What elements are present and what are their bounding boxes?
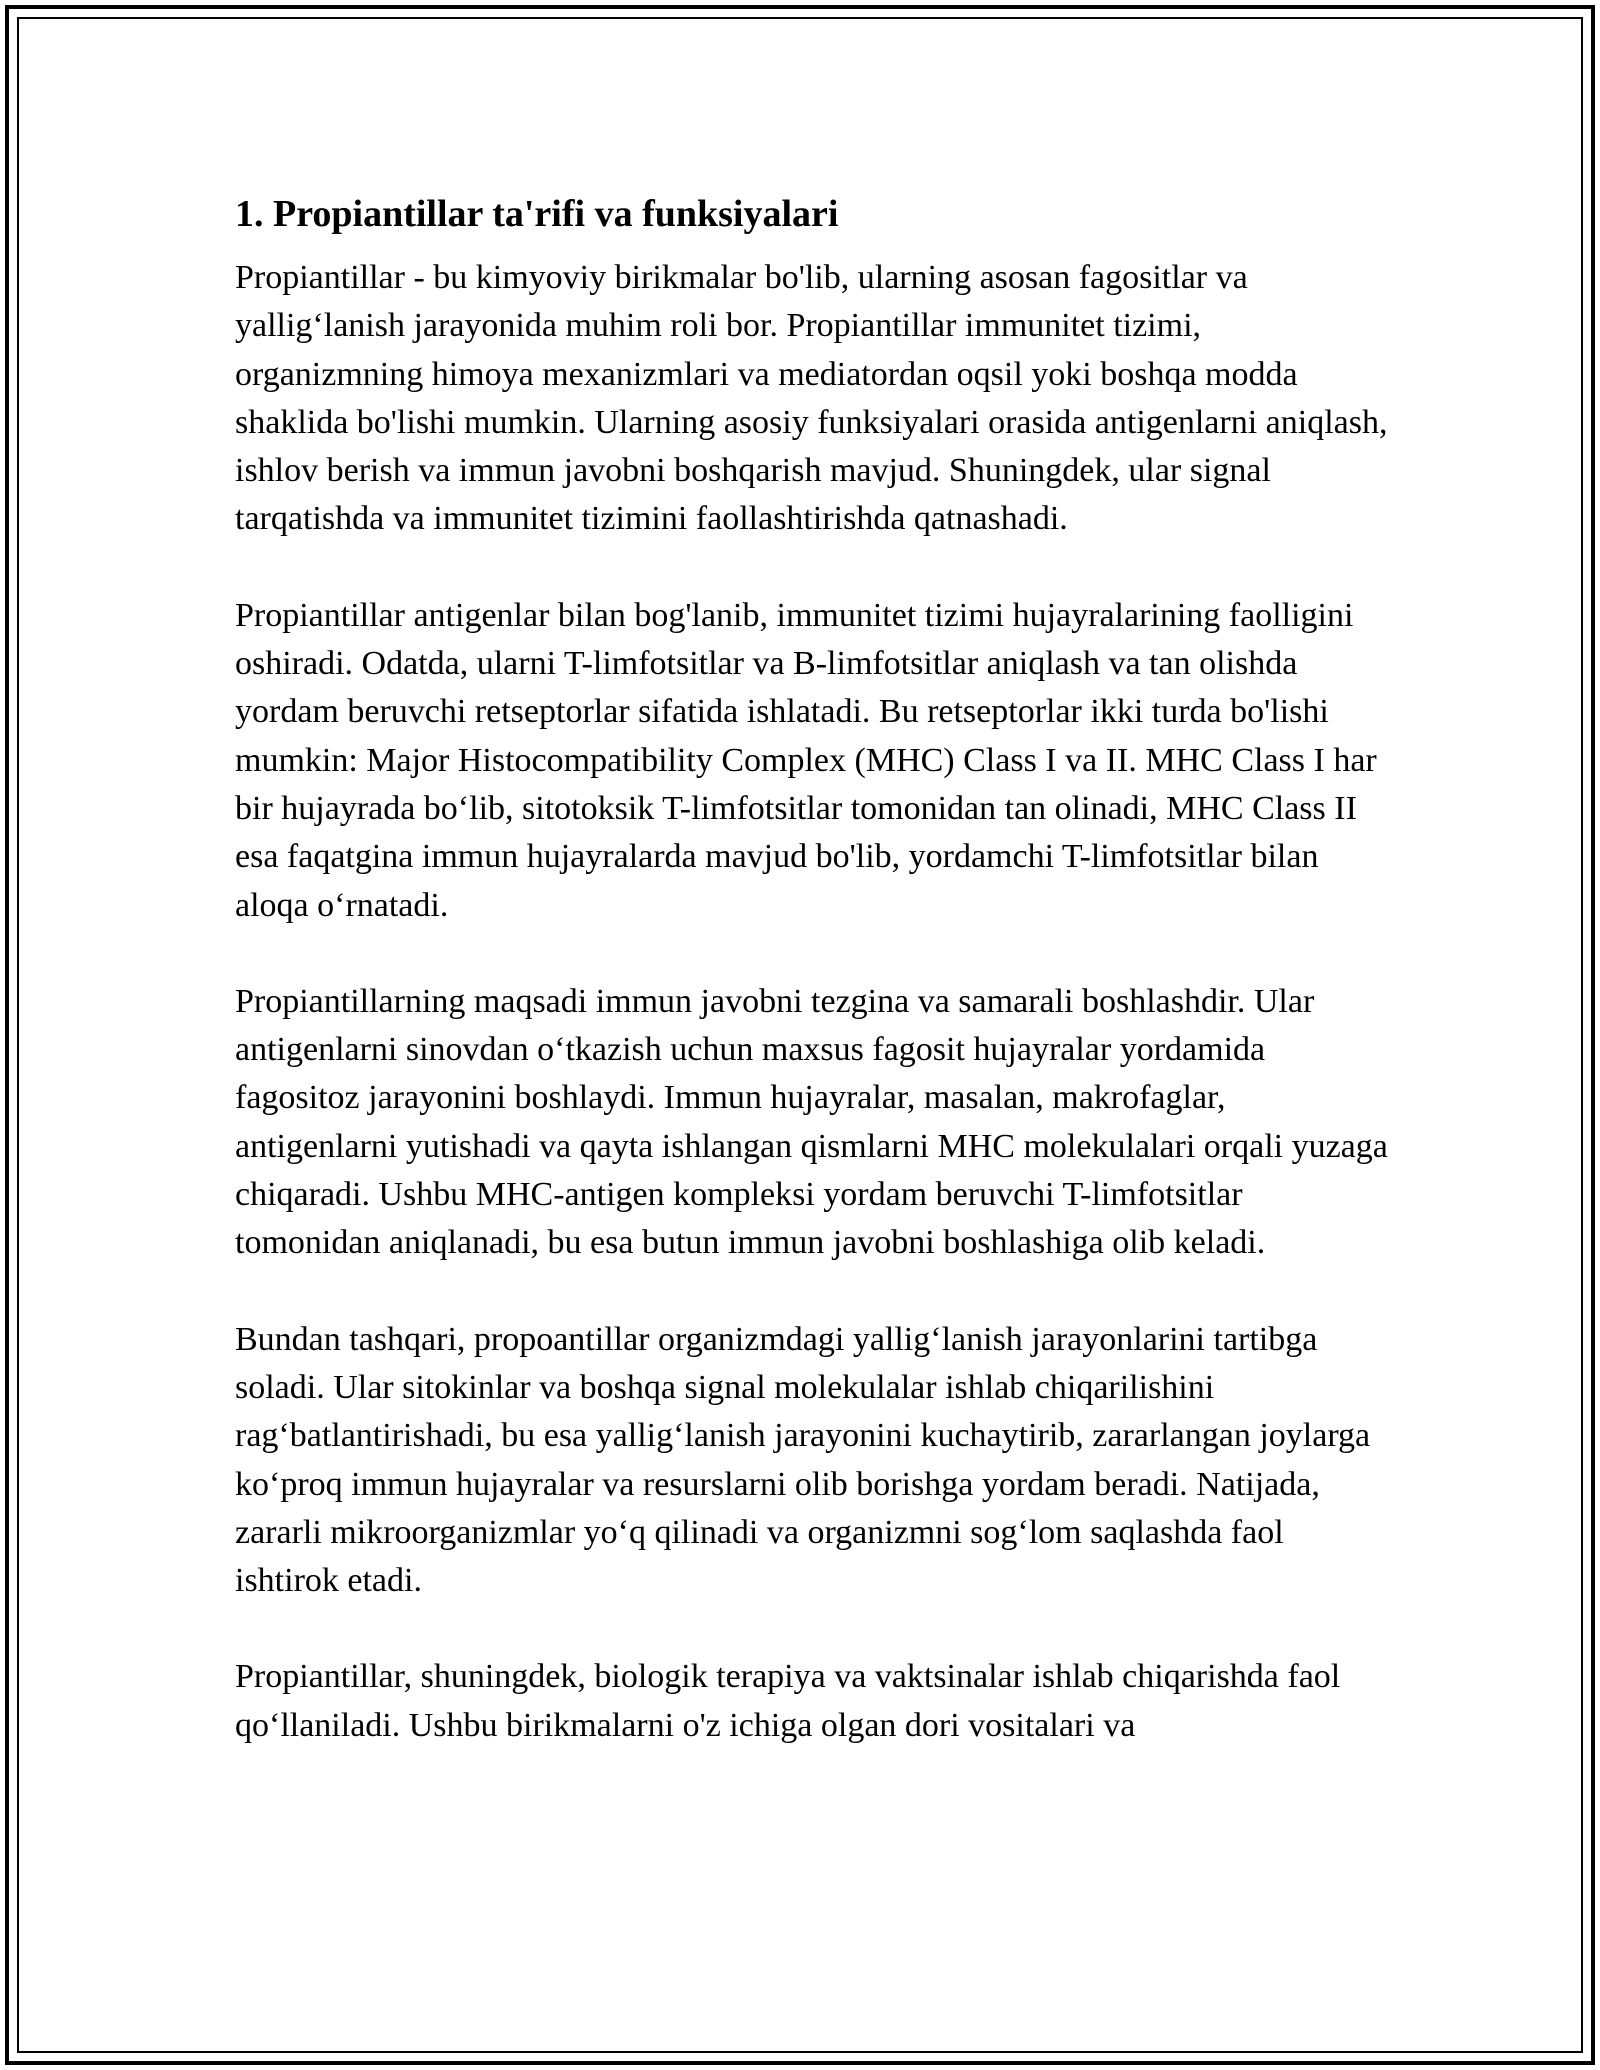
paragraph-1: Propiantillar - bu kimyoviy birikmalar bo'lib, ularning asosan fagositlar va yallig‘lanish jarayonida muhim roli bor. Propiantillar immunitet tizimi, organizmning himoya mexanizmlari va mediatordan oqsil yoki boshqa modda shaklida bo'lishi mumkin. Ularning asosiy funksiyalari orasida antigenlarni aniqlash, ishlov berish va immun javobni boshqarish mavjud. Shuningdek, ular signal tarqatishda va immunitet tizimini faollashtirishda qatnashadi. — [235, 259, 1388, 538]
paragraph-2: Propiantillar antigenlar bilan bog'lanib, immunitet tizimi hujayralarining faolligini oshiradi. Odatda, ularni T-limfotsitlar va B-limfotsitlar aniqlash va tan olishda yordam beruvchi retseptorlar sifatida ishlatadi. Bu retseptorlar ikki turda bo'lishi mumkin: Major Histocompatibility Complex (MHC) Class I va II. MHC Class I har bir hujayrada bo‘lib, sitotoksik T-limfotsitlar tomonidan tan olinadi, MHC Class II esa faqatgina immun hujayralarda mavjud bo'lib, yordamchi T-limfotsitlar bilan aloqa o‘rnatadi. — [235, 596, 1377, 924]
section-heading: 1. Propiantillar ta'rifi va funksiyalari — [235, 193, 839, 235]
document-content — [235, 186, 1395, 1798]
paragraph-3: Propiantillarning maqsadi immun javobni tezgina va samarali boshlashdir. Ular antigenlarni sinovdan o‘tkazish uchun maxsus fagosit hujayralar yordamida fagositoz jarayonini boshlaydi. Immun hujayralar, masalan, makrofaglar, antigenlarni yutishadi va qayta ishlangan qismlarni MHC molekulalari orqali yuzaga chiqaradi. Ushbu MHC-antigen kompleksi yordam beruvchi T-limfotsitlar tomonidan aniqlanadi, bu esa butun immun javobni boshlashiga olib keladi. — [235, 982, 1388, 1262]
paragraph-4: Bundan tashqari, propoantillar organizmdagi yallig‘lanish jarayonlarini tartibga soladi. Ular sitokinlar va boshqa signal molekulalar ishlab chiqarilishini rag‘batlantirishadi, bu esa yallig‘lanish jarayonini kuchaytirib, zararlangan joylarga ko‘proq immun hujayralar va resurslarni olib borishga yordam beradi. Natijada, zararli mikroorganizmlar yo‘q qilinadi va organizmni sog‘lom saqlashda faol ishtirok etadi. — [235, 1320, 1371, 1600]
paragraph-5: Propiantillar, shuningdek, biologik terapiya va vaktsinalar ishlab chiqarishda faol qo‘llaniladi. Ushbu birikmalarni o'z ichiga olgan dori vositalari va — [235, 1658, 1341, 1744]
